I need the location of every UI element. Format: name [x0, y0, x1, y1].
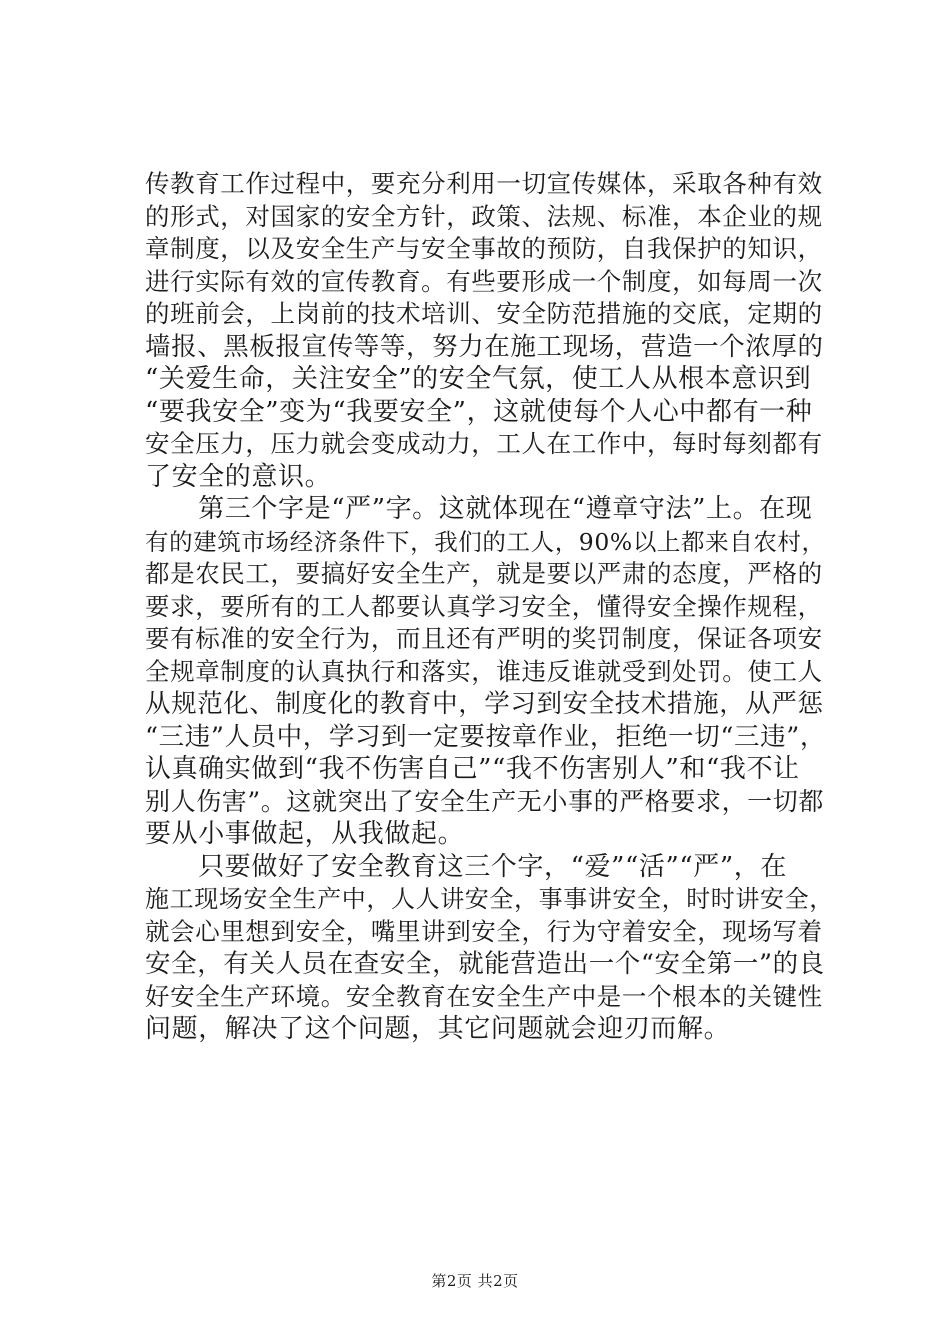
- text-line: “三违”人员中，学习到一定要按章作业，拒绝一切“三违”，: [145, 721, 826, 752]
- text-line: 的班前会，上岗前的技术培训、安全防范措施的交底，定期的: [145, 299, 823, 328]
- text-line: 安全，有关人员在查安全，就能营造出一个“安全第一”的良: [145, 949, 825, 979]
- text-line: 的形式，对国家的安全方针，政策、法规、标准，本企业的规: [145, 201, 823, 231]
- text-line: 进行实际有效的宣传教育。有些要形成一个制度，如每周一次: [145, 266, 823, 296]
- text-line: 只要做好了安全教育这三个字，“爱”“活”“严”，在: [145, 851, 787, 882]
- text-line: 有的建筑市场经济条件下，我们的工人，90%以上都来自农村，: [145, 527, 826, 556]
- text-line: 要有标准的安全行为，而且还有严明的奖罚制度，保证各项安: [145, 624, 823, 653]
- text-line: 传教育工作过程中，要充分利用一切宣传媒体，采取各种有效: [145, 169, 823, 198]
- body-text: [145, 168, 835, 1046]
- text-line: 要求，要所有的工人都要认真学习安全，懂得安全操作规程，: [145, 591, 823, 621]
- text-line: 问题，解决了这个问题，其它问题就会迎刃而解。: [145, 1014, 731, 1044]
- paragraph: [145, 168, 835, 493]
- text-line: “关爱生命，关注安全”的安全气氛，使工人从根本意识到: [145, 364, 812, 394]
- paragraph: [145, 851, 835, 1046]
- text-line: 都是农民工，要搞好安全生产，就是要以严肃的态度，严格的: [145, 559, 823, 588]
- text-line: 好安全生产环境。安全教育在安全生产中是一个根本的关键性: [145, 981, 823, 1011]
- text-line: 了安全的意识。: [145, 461, 332, 492]
- text-line: 第三个字是“严”字。这就体现在“遵章守法”上。在现: [145, 494, 813, 524]
- text-line: 墙报、黑板报宣传等等，努力在施工现场，营造一个浓厚的: [145, 331, 824, 362]
- page-footer: 第2页 共2页: [431, 1272, 519, 1290]
- text-line: 就会心里想到安全，嘴里讲到安全，行为守着安全，现场写着: [145, 916, 823, 946]
- text-line: 全规章制度的认真执行和落实，谁违反谁就受到处罚。使工人: [145, 656, 823, 686]
- text-line: 别人伤害”。这就突出了安全生产无小事的严格要求，一切都: [145, 786, 824, 816]
- paragraph: [145, 493, 835, 851]
- text-line: 认真确实做到“我不伤害自己”“我不伤害别人”和“我不让: [145, 754, 800, 784]
- text-line: 章制度，以及安全生产与安全事故的预防，自我保护的知识，: [145, 234, 823, 263]
- text-line: 安全压力，压力就会变成动力，工人在工作中，每时每刻都有: [145, 429, 823, 458]
- text-line: 要从小事做起，从我做起。: [145, 819, 465, 849]
- text-line: 施工现场安全生产中，人人讲安全，事事讲安全，时时讲安全，: [145, 885, 834, 913]
- text-line: 从规范化、制度化的教育中，学习到安全技术措施，从严惩: [145, 689, 824, 719]
- text-line: “要我安全”变为“我要安全”，这就使每个人心中都有一种: [145, 396, 813, 427]
